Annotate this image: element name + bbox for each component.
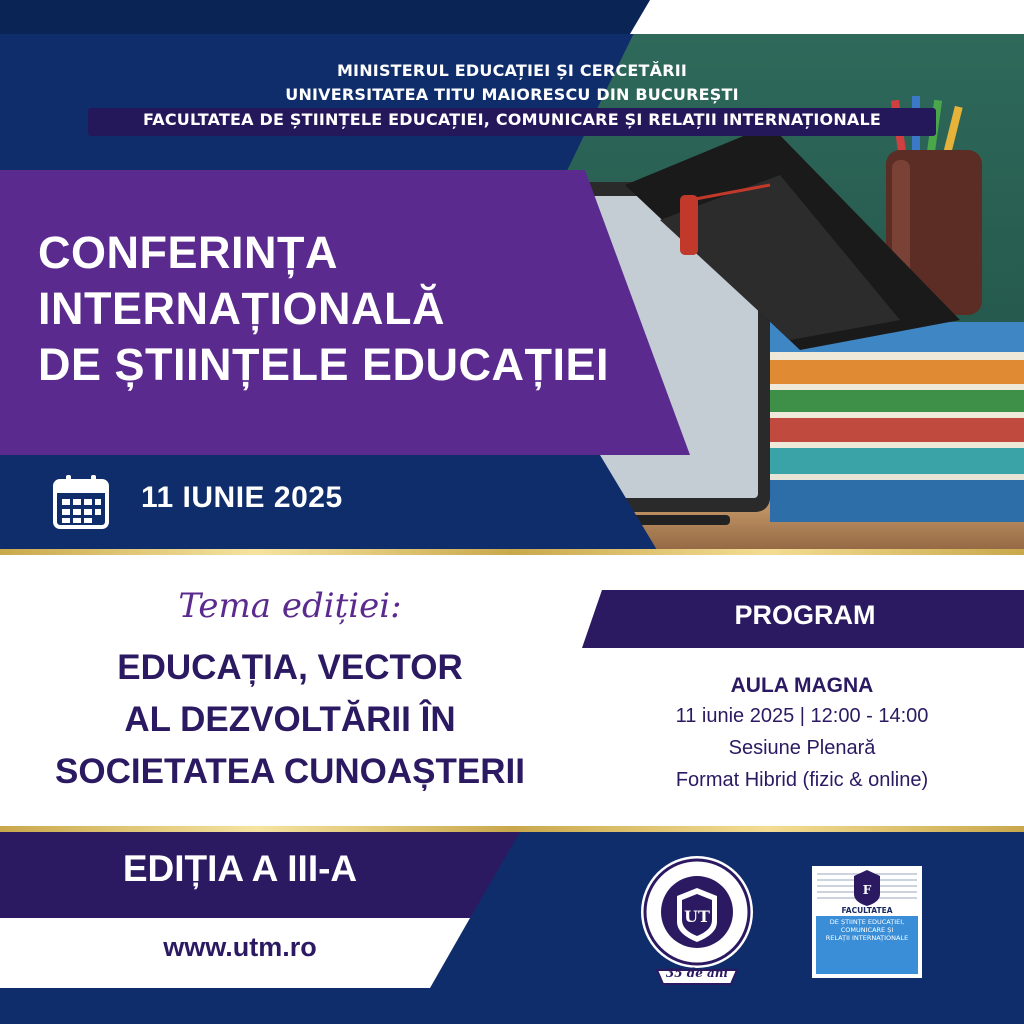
program-datetime: 11 iunie 2025 | 12:00 - 14:00: [675, 705, 929, 727]
theme-line: EDUCAȚIA, VECTOR: [117, 648, 463, 687]
title-line: CONFERINȚA: [38, 227, 338, 278]
theme-line: SOCIETATEA CUNOAȘTERII: [55, 752, 525, 791]
faculty-caption-line: DE ȘTIINȚE EDUCAȚIEI,: [829, 918, 905, 926]
program-session: Sesiune Plenară: [728, 737, 876, 759]
program-format: Format Hibrid (fizic & online): [675, 769, 929, 791]
program-venue: AULA MAGNA: [730, 674, 874, 697]
gold-divider: [0, 549, 1024, 555]
faculty-logo-caption: [815, 918, 919, 942]
website-link[interactable]: www.utm.ro: [163, 932, 317, 962]
faculty-caption-line: COMUNICARE ȘI: [840, 926, 894, 934]
calendar-icon: [52, 473, 110, 531]
faculty-caption-line: RELAȚII INTERNAȚIONALE: [825, 934, 909, 942]
title-line: INTERNAȚIONALĂ: [38, 283, 445, 334]
program-heading: PROGRAM: [734, 600, 876, 630]
title-line: DE ȘTIINȚELE EDUCAȚIEI: [38, 339, 610, 390]
anniversary-label: 35 de ani: [665, 966, 729, 980]
edition-label: EDIȚIA A III-A: [122, 848, 358, 889]
theme-label: Tema ediției:: [178, 586, 402, 626]
ministry-line: MINISTERUL EDUCAȚIEI ȘI CERCETĂRII: [336, 61, 688, 80]
faculty-logo-title: FACULTATEA: [841, 906, 893, 915]
faculty-line: FACULTATEA DE ȘTIINȚELE EDUCAȚIEI, COMUNICARE ȘI RELAȚII INTERNAȚIONALE: [142, 110, 882, 129]
conference-date: 11 IUNIE 2025: [141, 481, 343, 514]
book-stack-illustration: [770, 322, 1024, 522]
svg-text:F: F: [862, 883, 872, 897]
svg-text:UT: UT: [684, 907, 710, 926]
theme-line: AL DEZVOLTĂRII ÎN: [124, 700, 456, 739]
university-line: UNIVERSITATEA TITU MAIORESCU DIN BUCUREȘTI: [285, 85, 739, 104]
conference-title: [38, 225, 678, 393]
